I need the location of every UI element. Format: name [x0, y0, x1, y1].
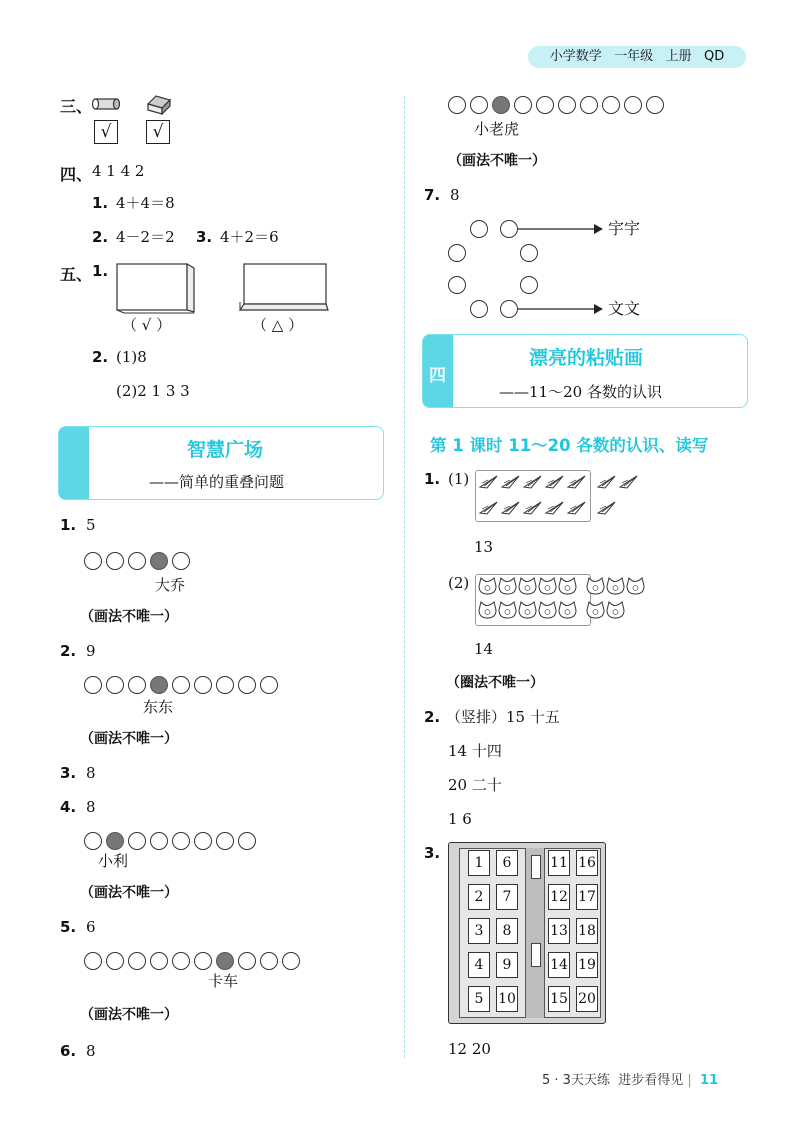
locker-cell: 10: [496, 986, 518, 1012]
bib-icon: [538, 600, 557, 620]
locker-cell: 1: [468, 850, 490, 876]
bib-icon: [606, 600, 625, 620]
filled-circle: [492, 96, 510, 114]
locker-cell: 17: [576, 884, 598, 910]
q4-sub3: 4＋2＝6: [220, 228, 279, 246]
section-header: [58, 426, 384, 500]
ring-circle: [470, 220, 488, 238]
r-q2-line1: （竖排）15 十五: [446, 708, 560, 726]
r-q2-line2: 14 十四: [448, 742, 502, 760]
filled-circle: [216, 952, 234, 970]
unit-badge: 四: [429, 366, 446, 386]
box-figure-1: [116, 262, 196, 314]
bib-icon: [518, 600, 537, 620]
circle: [260, 676, 278, 694]
q1-answer: 5: [86, 516, 96, 534]
circle: [448, 96, 466, 114]
paper-plane-icon: [545, 500, 564, 515]
circle: [128, 952, 146, 970]
q5-mark-1: （ √ ）: [122, 316, 172, 334]
q4b-num: 4.: [60, 798, 77, 816]
q2-name: 东东: [143, 698, 174, 716]
circle: [470, 96, 488, 114]
page-number: 11: [700, 1073, 719, 1088]
ring-circle: [470, 300, 488, 318]
circle: [536, 96, 554, 114]
paper-plane-icon: [479, 500, 498, 515]
circle: [84, 832, 102, 850]
locker-cell: 11: [548, 850, 570, 876]
unit-title: 漂亮的粘贴画: [529, 347, 644, 369]
q5-part1: (1)8: [116, 348, 147, 366]
circle: [106, 552, 124, 570]
circle: [84, 952, 102, 970]
circle: [128, 832, 146, 850]
paper-plane-icon: [523, 474, 542, 489]
circle: [238, 832, 256, 850]
bib-icon: [498, 600, 517, 620]
paper-plane-icon: [545, 474, 564, 489]
circle: [150, 832, 168, 850]
paper-plane-icon: [567, 500, 586, 515]
r-q2-num: 2.: [424, 708, 441, 726]
paper-plane-icon: [567, 474, 586, 489]
bib-icon: [586, 576, 605, 596]
q5-sub2-num: 2.: [92, 348, 109, 366]
circle: [84, 552, 102, 570]
locker-handle-bottom: [531, 943, 541, 967]
circle: [150, 952, 168, 970]
r-q1-part2: (2): [448, 574, 470, 592]
header-grade: 一年级: [614, 49, 654, 64]
r-q2-line3: 20 二十: [448, 776, 502, 794]
locker-cell: 15: [548, 986, 570, 1012]
q5b-note: （画法不唯一）: [80, 1007, 178, 1023]
cube-icon: [146, 94, 172, 116]
circle: [172, 676, 190, 694]
ring-circle: [448, 276, 466, 294]
q2-num: 2.: [60, 642, 77, 660]
q1-name: 大乔: [155, 576, 186, 594]
r-q7-label2: 文文: [608, 299, 641, 318]
q6b-num: 6.: [60, 1042, 77, 1060]
circle: [106, 676, 124, 694]
r-q1-num: 1.: [424, 470, 441, 488]
q5b-num: 5.: [60, 918, 77, 936]
circle: [558, 96, 576, 114]
check-box-2: √: [146, 120, 170, 144]
q4b-answer: 8: [86, 798, 96, 816]
q4-sub2: 4－2＝2: [116, 228, 175, 246]
circle: [172, 952, 190, 970]
ring-circle: [520, 276, 538, 294]
locker-cell: 7: [496, 884, 518, 910]
locker-cell: 5: [468, 986, 490, 1012]
locker-cell: 3: [468, 918, 490, 944]
ring-circle: [500, 220, 518, 238]
r-q3-num: 3.: [424, 844, 441, 862]
column-divider: [404, 96, 405, 1058]
paper-plane-icon: [501, 474, 520, 489]
paper-plane-icon: [619, 474, 638, 489]
q5b-name: 卡车: [208, 972, 239, 990]
locker-cell: 8: [496, 918, 518, 944]
circle: [260, 952, 278, 970]
paper-plane-icon: [597, 474, 616, 489]
bib-icon: [586, 600, 605, 620]
r-q1-note: （圈法不唯一）: [446, 675, 544, 691]
top-name: 小老虎: [474, 120, 520, 138]
circle: [128, 552, 146, 570]
circle: [238, 676, 256, 694]
locker-cell: 14: [548, 952, 570, 978]
q3-label: 三、: [60, 97, 93, 116]
r-q7-num: 7.: [424, 186, 441, 204]
check-box-1: √: [94, 120, 118, 144]
circle: [602, 96, 620, 114]
circle: [624, 96, 642, 114]
footer: [542, 1072, 718, 1090]
header-volume: 上册: [665, 49, 692, 64]
bib-icon: [538, 576, 557, 596]
ring-circle: [448, 244, 466, 262]
circle: [282, 952, 300, 970]
locker-cell: 16: [576, 850, 598, 876]
circle: [128, 676, 146, 694]
unit-subtitle: ——11～20 各数的认识: [499, 383, 662, 401]
circle: [514, 96, 532, 114]
r-q2-line4: 1 6: [448, 810, 472, 828]
r-q7-label1: 宇宇: [608, 219, 641, 238]
filled-circle: [150, 552, 168, 570]
circle: [216, 832, 234, 850]
bib-icon: [606, 576, 625, 596]
circle: [106, 952, 124, 970]
footer-separator: |: [687, 1073, 692, 1088]
q4-sub3-num: 3.: [196, 228, 213, 246]
section-header-bar: [59, 427, 89, 499]
filled-circle: [150, 676, 168, 694]
locker-cell: 13: [548, 918, 570, 944]
circle: [580, 96, 598, 114]
header-badge: [528, 46, 746, 68]
bib-icon: [558, 576, 577, 596]
q4-sub2-num: 2.: [92, 228, 109, 246]
circle: [172, 832, 190, 850]
section-title: 智慧广场: [187, 439, 264, 461]
q2-note: （画法不唯一）: [80, 731, 178, 747]
header-subject: 小学数学: [549, 49, 602, 64]
q5-sub1-num: 1.: [92, 262, 109, 280]
top-note: （画法不唯一）: [448, 153, 546, 169]
paper-plane-icon: [501, 500, 520, 515]
box-figure-2: [236, 262, 332, 314]
q6b-answer: 8: [86, 1042, 96, 1060]
locker-cell: 9: [496, 952, 518, 978]
r-q1-part1: (1): [448, 470, 470, 488]
q5b-answer: 6: [86, 918, 96, 936]
circle: [194, 676, 212, 694]
q3b-num: 3.: [60, 764, 77, 782]
header-edition: QD: [704, 49, 725, 64]
locker-handle-top: [531, 855, 541, 879]
unit-header: [422, 334, 748, 408]
arrow-to-label-1: [518, 222, 604, 236]
q4-answer: 4 1 4 2: [92, 162, 145, 180]
bib-icon: [626, 576, 645, 596]
footer-brand: 5 · 3天天练: [542, 1073, 610, 1088]
locker-cell: 2: [468, 884, 490, 910]
q4b-note: （画法不唯一）: [80, 885, 178, 901]
arrow-to-label-2: [518, 302, 604, 316]
locker-cell: 4: [468, 952, 490, 978]
section-subtitle: ——简单的重叠问题: [149, 473, 285, 491]
locker-cell: 19: [576, 952, 598, 978]
q1-num: 1.: [60, 516, 77, 534]
r-q7-answer: 8: [450, 186, 460, 204]
q3b-answer: 8: [86, 764, 96, 782]
circle: [172, 552, 190, 570]
filled-circle: [106, 832, 124, 850]
r-q1-answer1: 13: [474, 538, 494, 556]
circle: [216, 676, 234, 694]
q4-sub1-num: 1.: [92, 194, 109, 212]
q4-label: 四、: [60, 165, 93, 184]
q4-sub1: 4＋4＝8: [116, 194, 175, 212]
circle: [238, 952, 256, 970]
bib-icon: [478, 576, 497, 596]
q2-answer: 9: [86, 642, 96, 660]
paper-plane-icon: [479, 474, 498, 489]
circle: [194, 952, 212, 970]
circle: [646, 96, 664, 114]
ring-circle: [500, 300, 518, 318]
bib-icon: [478, 600, 497, 620]
ring-circle: [520, 244, 538, 262]
bib-icon: [518, 576, 537, 596]
locker-cell: 18: [576, 918, 598, 944]
q5-mark-2: （ △ ）: [252, 316, 304, 334]
q5-part2: (2)2 1 3 3: [116, 382, 190, 400]
footer-slogan: 进步看得见: [618, 1073, 684, 1088]
locker-cell: 6: [496, 850, 518, 876]
cylinder-icon: [92, 96, 120, 112]
bib-icon: [558, 600, 577, 620]
circle: [194, 832, 212, 850]
paper-plane-icon: [523, 500, 542, 515]
r-q1-answer2: 14: [474, 640, 494, 658]
q4b-name: 小利: [98, 852, 129, 870]
circle: [84, 676, 102, 694]
paper-plane-icon: [597, 500, 616, 515]
r-q3-answer: 12 20: [448, 1040, 491, 1058]
bib-icon: [498, 576, 517, 596]
q1-note: （画法不唯一）: [80, 609, 178, 625]
q5-label: 五、: [60, 265, 93, 284]
locker-cell: 12: [548, 884, 570, 910]
locker-cell: 20: [576, 986, 598, 1012]
lesson-title: 第 1 课时 11～20 各数的认识、读写: [430, 436, 709, 455]
